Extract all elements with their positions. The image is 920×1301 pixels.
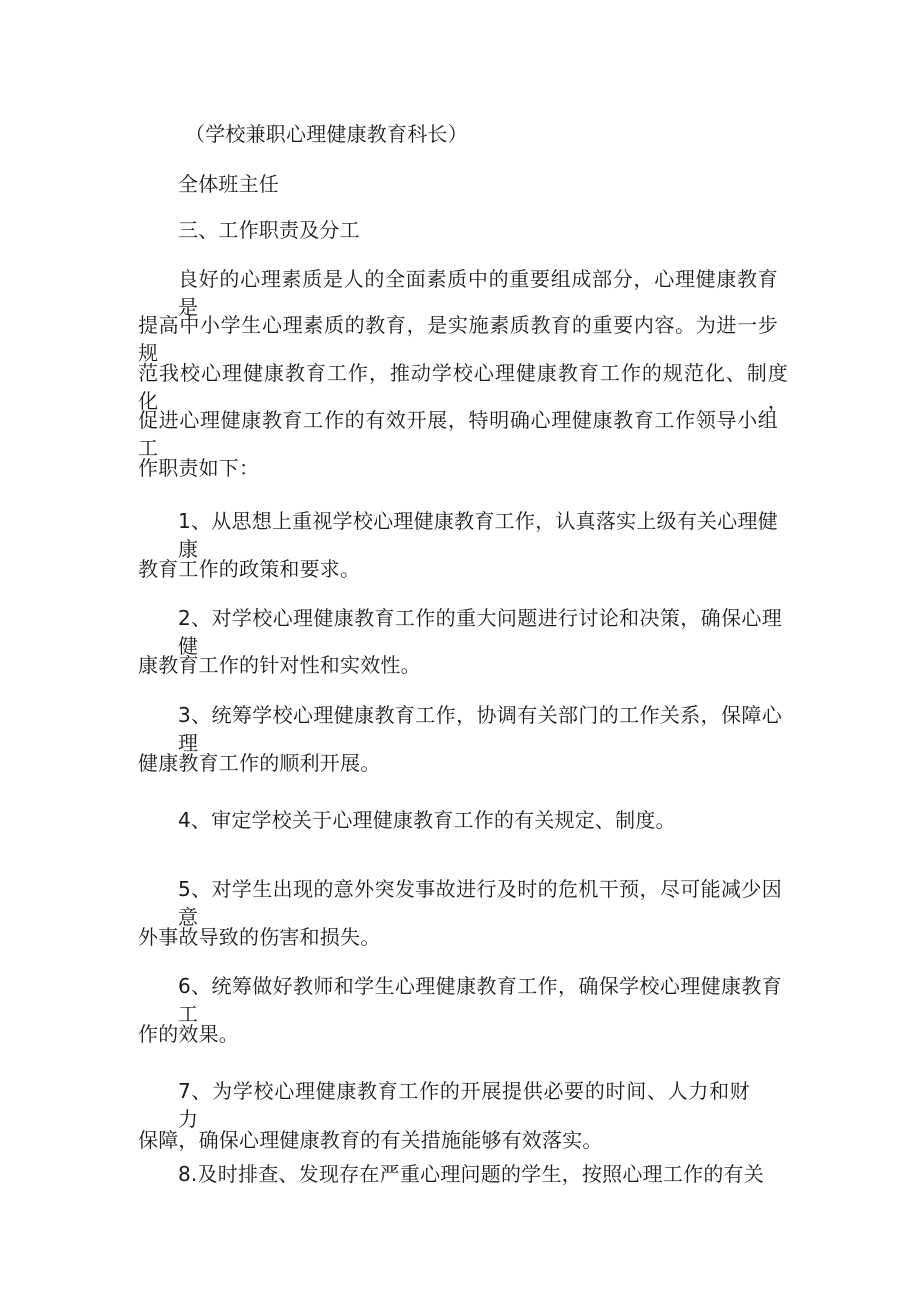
duty-item-7-line-2: 保障，确保心理健康教育的有关措施能够有效落实。 xyxy=(138,1128,603,1152)
member-note: （学校兼职心理健康教育科长） xyxy=(185,122,468,146)
intro-paragraph-line-3: 范我校心理健康教育工作，推动学校心理健康教育工作的规范化、制度化， xyxy=(138,361,788,413)
intro-paragraph-line-2: 提高中小学生心理素质的教育，是实施素质教育的重要内容。为进一步规 xyxy=(138,313,778,365)
member-line: 全体班主任 xyxy=(178,172,279,196)
duty-item-4: 4、审定学校关于心理健康教育工作的有关规定、制度。 xyxy=(178,808,676,832)
duty-item-6-line-1: 6、统筹做好教师和学生心理健康教育工作，确保学校心理健康教育工 xyxy=(178,974,782,1026)
duty-item-1-line-1: 1、从思想上重视学校心理健康教育工作，认真落实上级有关心理健康 xyxy=(178,509,778,561)
duty-item-2-line-2: 康教育工作的针对性和实效性。 xyxy=(138,653,421,677)
intro-paragraph-line-5: 作职责如下： xyxy=(138,456,260,480)
duty-item-2-line-1: 2、对学校心理健康教育工作的重大问题进行讨论和决策，确保心理健 xyxy=(178,606,782,658)
duty-item-6-line-2: 作的效果。 xyxy=(138,1022,239,1046)
duty-item-1-line-2: 教育工作的政策和要求。 xyxy=(138,557,361,581)
duty-item-8-line-1: 8.及时排查、发现存在严重心理问题的学生，按照心理工作的有关 xyxy=(178,1162,764,1186)
duty-item-3-line-2: 健康教育工作的顺利开展。 xyxy=(138,751,381,775)
section-heading: 三、工作职责及分工 xyxy=(178,218,360,242)
intro-paragraph-line-1: 良好的心理素质是人的全面素质中的重要组成部分，心理健康教育是 xyxy=(178,267,778,319)
duty-item-5-line-2: 外事故导致的伤害和损失。 xyxy=(138,925,381,949)
intro-paragraph-line-4: 促进心理健康教育工作的有效开展，特明确心理健康教育工作领导小组工 xyxy=(138,408,778,460)
duty-item-5-line-1: 5、对学生出现的意外突发事故进行及时的危机干预，尽可能减少因意 xyxy=(178,877,782,929)
duty-item-7-line-1: 7、为学校心理健康教育工作的开展提供必要的时间、人力和财力 xyxy=(178,1079,750,1131)
duty-item-3-line-1: 3、统筹学校心理健康教育工作，协调有关部门的工作关系，保障心理 xyxy=(178,703,782,755)
